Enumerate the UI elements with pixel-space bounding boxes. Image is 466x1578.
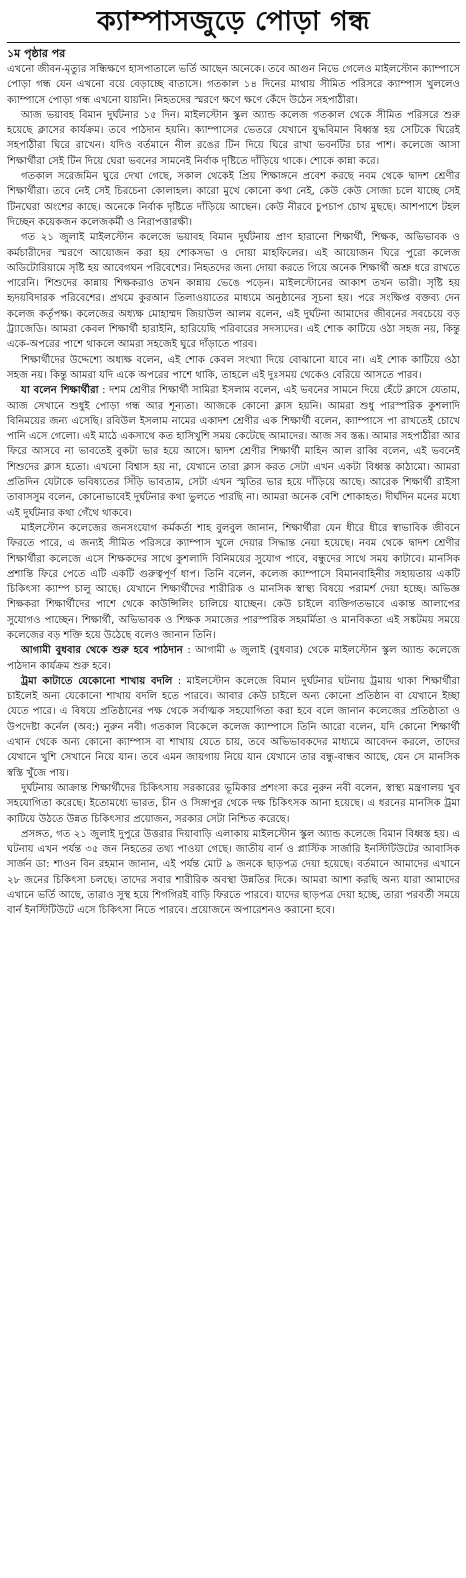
subhead: ট্রমা কাটাতে যেকোনো শাখায় বদলি xyxy=(21,675,173,687)
paragraph-text: মাইলস্টোন কলেজে বিমান দুর্ঘটনার ঘটনায় ট্রমায় থাকা শিক্ষার্থীরা চাইলেই অন্য যেকোনো শাখায় বদলি হতে পারবে। আবার কেউ চাইলে অন্য কোনো প্রতিষ্ঠান বা যেখানে ইচ্ছা যেতে পারে। এ বিষয়ে প্রতিষ্ঠানের পক্ষ থেকে সর্বাত্মক সহযোগিতা করা হবে বলে জানান কলেজের প্রতিষ্ঠাতা ও উপদেষ্টা কর্নেল (অব:) নুরুন নবী। গতকাল বিকেলে কলেজ ক্যাম্পাসে তিনি আরো বলেন, যদি কোনো শিক্ষার্থী এখান থেকে অন্য কোনো ক্যাম্পাস বা শাখায় যেতে চায়, তবে অভিভাবকদের মাধ্যমে আবেদন করলে, তাদের যেখানে খুশি সেখানে নিয়ে যান। তবে এমন জায়গায় নিয়ে যান যেখানে তার বন্ধু-বান্ধব আছে, যেন সে মানসিক স্বস্তি খুঁজে পায়। xyxy=(7,675,460,779)
paragraph xyxy=(7,781,460,827)
paragraph: আগামী বুধবার থেকে শুরু হবে পাঠদান : আগামী ৬ জুলাই (বুধবার) থেকে মাইলস্টোন স্কুল অ্যান্ড কলেজে পাঠদান কার্যক্রম শুরু হবে। xyxy=(7,645,460,672)
paragraph xyxy=(7,62,460,108)
paragraph-text: দশম শ্রেণীর শিক্ষার্থী সামিরা ইসলাম বলেন, এই ভবনের সামনে দিয়ে হেঁটে ক্লাসে যেতাম, আজ সেখানে শুধুই পোড়া গন্ধ আর শূন্যতা। আজকে কোনো ক্লাস হয়নি। আমরা শুধু পারস্পরিক কুশলাদি বিনিময়ের জন্য এসেছি। রবিউল ইসলাম নামের একাদশ শ্রেণীর এক শিক্ষার্থী বলেন, ক্যাম্পাসে পা রাখতেই চোখে পানি এসে গেলো। এই মাঠে একসাথে কত হাসিখুশি সময় কেটেছে আমাদের। আজ সব স্তব্ধ। আমার সহপাঠীরা আর ফিরে আসবে না ভাবতেই বুকটা ভার হয়ে আসে। দ্বাদশ শ্রেণীর শিক্ষার্থী মাহিন আল রাব্বি বলেন, এই ভবনেই শিশুদের ক্লাস হতো। এখনো বিশ্বাস হয় না, যেখানে তারা ক্লাস করত সেটা এখন একটা বিধ্বস্ত কাঠামো। আমরা প্রতিদিন যেটাকে ভবিষ্যতের সিঁড়ি ভাবতাম, সেটা এখন স্মৃতির ভার হয়ে দাঁড়িয়ে আছে। আরেক শিক্ষার্থী রাইসা তাবাসসুম বলেন, কোনোভাবেই দুর্ঘটনার কথা ভুলতে পারছি না। আমরা অনেক বেশি শোকাহত। দীর্ঘদিন মনের মধ্যে এই দুর্ঘটনার কথা গেঁথে থাকবে। xyxy=(7,385,460,519)
paragraph xyxy=(7,108,460,169)
headline: ক্যাম্পাসজুড়ে পোড়া গন্ধ xyxy=(96,6,371,37)
paragraph xyxy=(7,353,460,384)
paragraph: যা বলেন শিক্ষার্থীরা : দশম শ্রেণীর শিক্ষার্থী সামিরা ইসলাম বলেন, এই ভবনের সামনে দিয়ে হেঁটে ক্লাসে যেতাম, আজ সেখানে শুধুই পোড়া গন্ধ আর শূন্যতা। আজকে কোনো ক্লাস হয়নি। আমরা শুধু পারস্পরিক কুশলাদি বিনিময়ের জন্য এসেছি। রবিউল ইসলাম নামের একাদশ শ্রেণীর এক শিক্ষার্থী বলেন, ক্যাম্পাসে পা রাখতেই চোখে পানি এসে গেলো। এই মাঠে একসাথে কত হাসিখুশি সময় কেটেছে আমাদের। আজ সব স্তব্ধ। আমার সহপাঠীরা আর ফিরে আসবে না ভাবতেই বুকটা ভার হয়ে আসে। দ্বাদশ শ্রেণীর শিক্ষার্থী মাহিন আল রাব্বি বলেন, এই ভবনেই শিশুদের ক্লাস হতো। এখনো বিশ্বাস হয় না, যেখানে তারা ক্লাস করত সেটা এখন একটা বিধ্বস্ত কাঠামো। আমরা প্রতিদিন যেটাকে ভবিষ্যতের সিঁড়ি ভাবতাম, সেটা এখন স্মৃতির ভার হয়ে দাঁড়িয়ে আছে। আরেক শিক্ষার্থী রাইসা তাবাসসুম বলেন, কোনোভাবেই দুর্ঘটনার কথা ভুলতে পারছি না। আমরা অনেক বেশি শোকাহত। দীর্ঘদিন মনের মধ্যে এই দুর্ঘটনার কথা গেঁথে থাকবে। xyxy=(7,385,460,519)
paragraph xyxy=(7,169,460,230)
jump-label: ১ম পৃষ্ঠার পর xyxy=(7,47,66,60)
paragraph-text: গত ২১ জুলাই মাইলস্টোন কলেজে ভয়াবহ বিমান দুর্ঘটনায় প্রাণ হারানো শিক্ষার্থী, শিক্ষক, অভিভাবক ও কর্মচারীদের স্মরণে আয়োজন করা হয় শোকসভা ও দোয়া মাহফিলের। এই আয়োজন ঘিরে পুরো কলেজ অডিটোরিয়ামে সৃষ্টি হয় আবেগঘন পরিবেশের। নিহতদের জন্য দোয়া করতে গিয়ে অনেক শিক্ষার্থী অশ্রু ধরে রাখতে পারেনি। শিশুদের কান্নায় শিক্ষকরাও তখন কান্নায় ভেঙে পড়েন। মাইলস্টোনের আকাশ তখন ভারী। সৃষ্টি হয় হৃদয়বিদারক পরিবেশের। প্রথমে কুরআন তিলাওয়াতের মাধ্যমে অনুষ্ঠানের সূচনা হয়। পরে সংক্ষিপ্ত বক্তব্য দেন কলেজ কর্তৃপক্ষ। কলেজের অধ্যক্ষ মোহাম্মদ জিয়াউল আলম বলেন, এই দুর্ঘটনা আমাদের জীবনের সবচেয়ে বড় ট্র্যাজেডি। আমরা কেবল শিক্ষার্থী হারাইনি, হারিয়েছি পরিবারের সদস্যদের। এই শোক কাটিয়ে ওঠা সহজ নয়, কিন্তু একে-অপরের পাশে থাকলে আমরা সহজেই ঘুরে দাঁড়াতে পারব। xyxy=(7,232,460,351)
paragraph xyxy=(7,827,460,919)
paragraph-text: দুর্ঘটনায় আক্রান্ত শিক্ষার্থীদের চিকিৎসায় সরকারের ভূমিকার প্রশংসা করে নুরুন নবী বলেন, স্বাস্থ্য মন্ত্রণালয় খুব সহযোগিতা করেছে। ইতোমধ্যে ভারত, চীন ও সিঙ্গাপুর থেকে দক্ষ চিকিৎসক আনা হয়েছে। এ ধরনের মানসিক ট্রমা কাটিয়ে উঠতে উন্নত চিকিৎসার প্রয়োজন, সরকার সেটা নিশ্চিত করেছে। xyxy=(7,782,460,825)
paragraph-text: শিক্ষার্থীদের উদ্দেশ্যে অধ্যক্ষ বলেন, এই শোক কেবল সংখ্যা দিয়ে বোঝানো যাবে না। এই শোক কাটিয়ে ওঠা সহজ নয়। কিন্তু আমরা যদি একে অপরের পাশে থাকি, তাহলে এই দুঃসময় থেকেও বেরিয়ে আসতে পারব। xyxy=(7,354,460,381)
headline-divider xyxy=(7,42,460,43)
paragraph: ট্রমা কাটাতে যেকোনো শাখায় বদলি : মাইলস্টোন কলেজে বিমান দুর্ঘটনার ঘটনায় ট্রমায় থাকা শিক্ষার্থীরা চাইলেই অন্য যেকোনো শাখায় বদলি হতে পারবে। আবার কেউ চাইলে অন্য কোনো প্রতিষ্ঠান বা যেখানে ইচ্ছা যেতে পারে। এ বিষয়ে প্রতিষ্ঠানের পক্ষ থেকে সর্বাত্মক সহযোগিতা করা হবে বলে জানান কলেজের প্রতিষ্ঠাতা ও উপদেষ্টা কর্নেল (অব:) নুরুন নবী। গতকাল বিকেলে কলেজ ক্যাম্পাসে তিনি আরো বলেন, যদি কোনো শিক্ষার্থী এখান থেকে অন্য কোনো ক্যাম্পাস বা শাখায় যেতে চায়, তবে অভিভাবকদের মাধ্যমে আবেদন করলে, তাদের যেখানে খুশি সেখানে নিয়ে যান। তবে এমন জায়গায় নিয়ে যান যেখানে তার বন্ধু-বান্ধব আছে, যেন সে মানসিক স্বস্তি খুঁজে পায়। xyxy=(7,675,460,779)
subhead: যা বলেন শিক্ষার্থীরা xyxy=(21,385,99,397)
paragraph xyxy=(7,230,460,352)
paragraph-text: প্রসঙ্গত, গত ২১ জুলাই দুপুরে উত্তরার দিয়াবাড়ি এলাকায় মাইলস্টোন স্কুল অ্যান্ড কলেজে বিমান বিধ্বস্ত হয়। এ ঘটনায় এখন পর্যন্ত ৩৫ জন নিহতের তথ্য পাওয়া গেছে। জাতীয় বার্ন ও প্লাস্টিক সার্জারি ইনস্টিটিউটের আবাসিক সার্জন ডা: শাওন বিন রহমান জানান, এই পর্যন্ত মোট ৯ জনকে ছাড়পত্র দেয়া হয়েছে। বর্তমানে আমাদের এখানে ২৮ জনের চিকিৎসা চলছে। তাদের সবার শারীরিক অবস্থা উন্নতির দিকে। আমরা আশা করছি অন্য যারা আমাদের এখানে ভর্তি আছে, তারাও সুস্থ হয়ে শিগগিরই বাড়ি ফিরতে পারবে। যাদের ছাড়পত্র দেয়া হচ্ছে, তারা পরবর্তী সময়ে বার্ন ইনস্টিটিউটে এসে চিকিৎসা নিতে পারবে। প্রয়োজনে অপারেশনও করানো হবে। xyxy=(7,828,460,917)
article-body xyxy=(7,62,460,919)
subhead: আগামী বুধবার থেকে শুরু হবে পাঠদান xyxy=(21,645,183,657)
paragraph-text: এখনো জীবন-মৃত্যুর সন্ধিক্ষণে হাসপাতালে ভর্তি আছেন অনেকে। তবে আগুন নিভে গেলেও মাইলস্টোন ক্যাম্পাসে পোড়া গন্ধ যেন এখনো বয়ে বেড়াচ্ছে বাতাসে। গতকাল ১৪ দিনের মাথায় সীমিত পরিসরে ক্যাম্পাস খুললেও ক্যাম্পাসে পোড়া গন্ধ এখনো যায়নি। নিহতদের স্মরণে ক্ষণে ক্ষণে কেঁদে উঠেন সহপাঠীরা। xyxy=(7,64,460,106)
paragraph xyxy=(7,521,460,643)
paragraph-text: মাইলস্টোন কলেজের জনসংযোগ কর্মকর্তা শাহ বুলবুল জানান, শিক্ষার্থীরা যেন ধীরে ধীরে স্বাভাবিক জীবনে ফিরতে পারে, এ জন্যই সীমিত পরিসরে ক্যাম্পাস খুলে দেয়ার সিদ্ধান্ত নেয়া হয়েছে। নবম থেকে দ্বাদশ শ্রেণীর শিক্ষার্থীরা কলেজে এসে শিক্ষকদের সাথে কুশলাদি বিনিময়ের সুযোগ পাবে, বন্ধুদের সাথে সময় কাটাবে। মানসিক প্রশান্তি ফিরে পেতে এটি একটি গুরুত্বপূর্ণ ধাপ। তিনি বলেন, কলেজ ক্যাম্পাসে বিমানবাহিনীর সহায়তায় একটি চিকিৎসা ক্যাম্প চালু আছে। যেখানে শিক্ষার্থীদের শারীরিক ও মানসিক স্বাস্থ্য বিষয়ে পরামর্শ দেয়া হচ্ছে। অভিজ্ঞ শিক্ষকরা শিক্ষার্থীদের পাশে থেকে কাউন্সিলিং চালিয়ে যাচ্ছেন। কেউ চাইলে ব্যক্তিগতভাবে একান্ত আলাপের সুযোগও পাচ্ছেন। শিক্ষার্থী, অভিভাবক ও শিক্ষক সমাজের পারস্পরিক সহমর্মিতা ও মানবিকতা এই সঙ্কটময় সময়ে কলেজের বড় শক্তি হয়ে উঠেছে বলেও জানান তিনি। xyxy=(7,522,460,641)
paragraph-text: আগামী ৬ জুলাই (বুধবার) থেকে মাইলস্টোন স্কুল অ্যান্ড কলেজে পাঠদান কার্যক্রম শুরু হবে। xyxy=(7,645,460,672)
paragraph-text: আজ ভয়াবহ বিমান দুর্ঘটনার ১৫ দিন। মাইলস্টোন স্কুল অ্যান্ড কলেজ গতকাল থেকে সীমিত পরিসরে শুরু হয়েছে ক্লাসের কার্যক্রম। তবে পাঠদান হয়নি। ক্যাম্পাসের ভেতরে যেখানে যুদ্ধবিমান বিধ্বস্ত হয় সেটিকে ঘিরেই সহপাঠীরা ঘিরে রাখেন। যদিও বর্তমানে নীল রঙের টিন দিয়ে ঘিরে রাখা ভবনটির চার পাশ। কলেজে আসা শিক্ষার্থীরা সেই টিন দিয়ে ঘেরা ভবনের সামনেই নির্বাক দৃষ্টিতে দাঁড়িয়ে থাকে। শোকে কান্না করে। xyxy=(7,109,460,167)
paragraph-text: গতকাল সরেজমিন ঘুরে দেখা গেছে, সকাল থেকেই প্রিয় শিক্ষাঙ্গনে প্রবেশ করছে নবম থেকে দ্বাদশ শ্রেণীর শিক্ষার্থীরা। তবে নেই সেই চিরচেনা কোলাহল। কারো মুখে কোনো কথা নেই, কেউ কেউ সোজা চলে যাচ্ছে সেই টিনঘেরা অংশের কাছে। অনেকে নির্বাক দৃষ্টিতে দাঁড়িয়ে আছেন। কেউ নীরবে চুপচাপ চোখ মুছছে। আশপাশে টহল দিচ্ছেন কয়েকজন কলেজকর্মী ও নিরাপত্তারক্ষী। xyxy=(7,171,460,228)
